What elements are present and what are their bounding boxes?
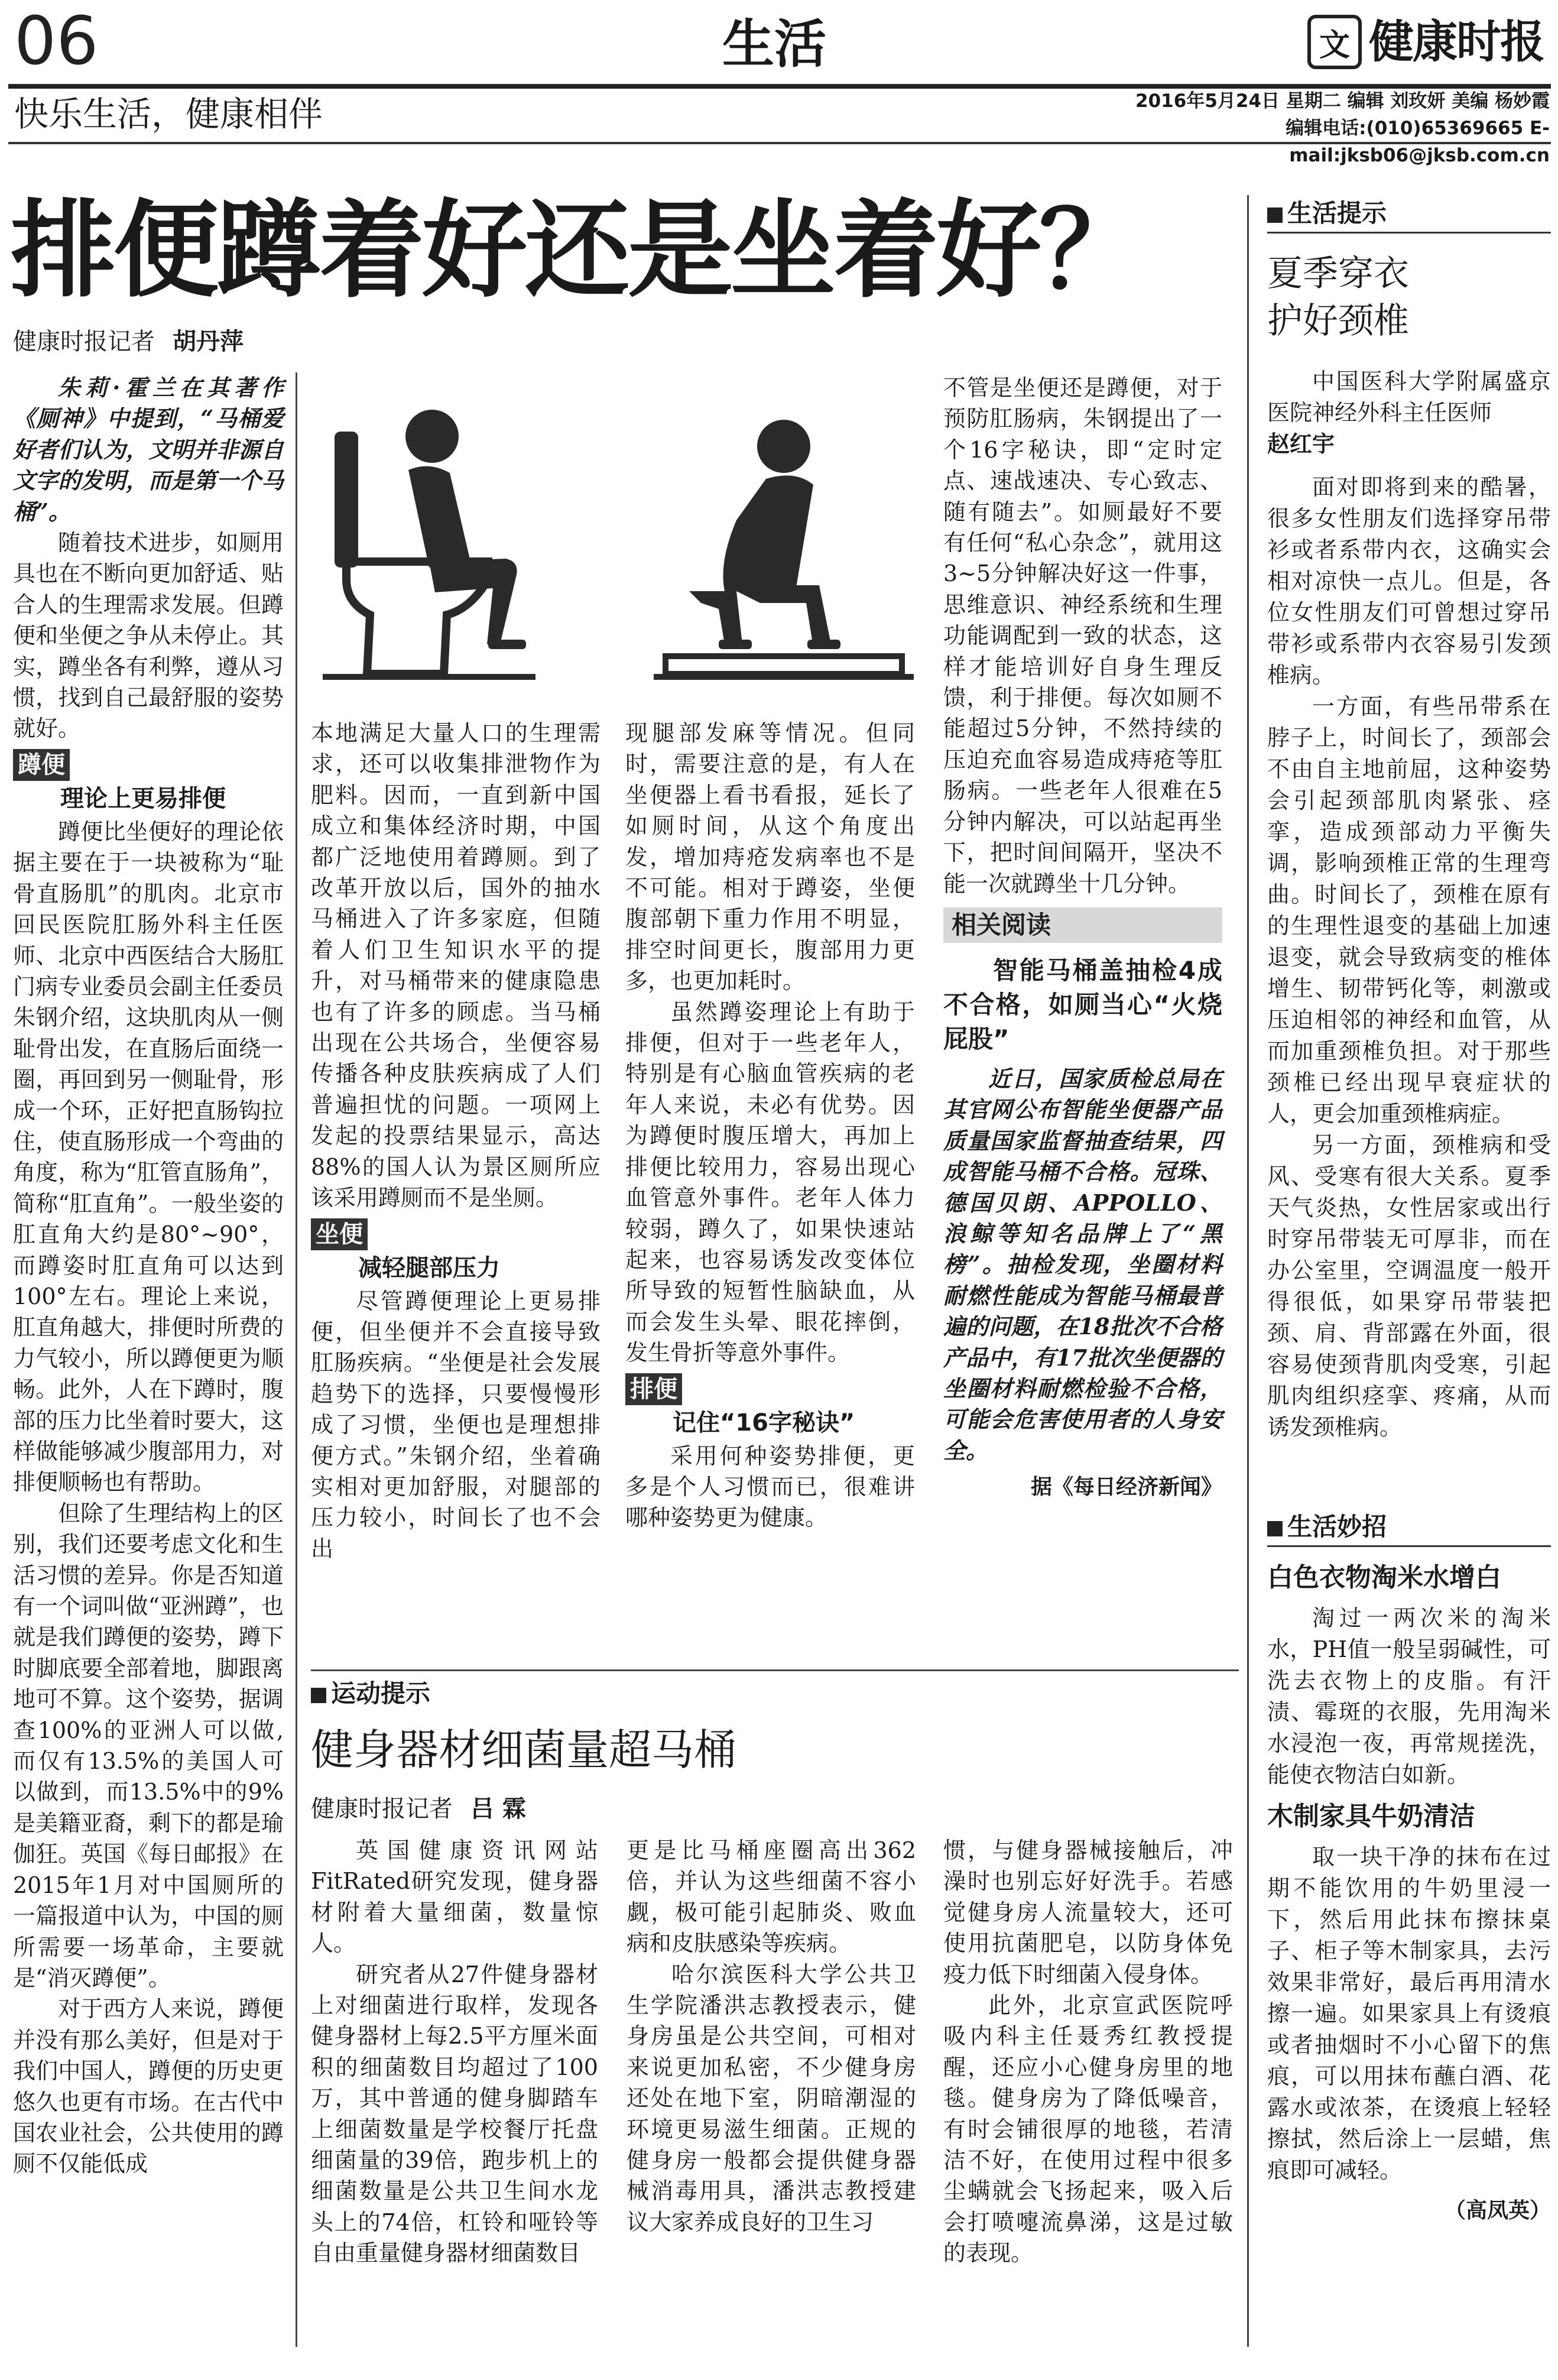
paragraph: 不管是坐便还是蹲便，对于预防肛肠病，朱钢提出了一个16字秘诀，即“定时定点、速战速决、专心致志、随有随去”。如厕最好不要有任何“私心杂念”，就用这3~5分钟解决好这一件事，思维意识、神经系统和生理功能调配到一致的状态，这样才能培训好自身生理反馈，利于排便。每次如厕不能超过5分钟，不然持续的压迫充血容易造成痔疮等肛肠病。一些老年人很难在5分钟内解决，可以站起再坐下，把时间间隔开，坚决不能一次就蹲坐十几分钟。 — [943, 375, 1222, 897]
sport-column-3 — [943, 1835, 1233, 2269]
paragraph: 哈尔滨医科大学公共卫生学院潘洪志教授表示，健身房虽是公共空间，可相对来说更加私密，不少健身房还处在地下室，阴暗潮湿的环境更易滋生细菌。正规的健身房一般都会提供健身器械消毒用具，潘洪志教授建议大家养成良好的卫生习 — [627, 1961, 916, 2235]
byline-label: 健康时报记者 — [13, 328, 155, 355]
byline-name: 吕 霖 — [470, 1795, 526, 1823]
main-column-1 — [13, 372, 284, 2180]
tips-section-label: 生活提示 — [1287, 199, 1387, 228]
paragraph: 但除了生理结构上的区别，我们还要考虑文化和生活习惯的差异。你是否知道有一个词叫做“亚洲蹲”，也就是我们蹲便的姿势，蹲下时脚底要全部着地，脚跟离地可不算。这个姿势，据调查100%的亚洲人可以做,而仅有13.5%的美国人可以做到，而13.5%中的9%是美籍亚裔，剩下的都是瑜伽狂。英国《每日邮报》在2015年1月对中国厕所的一篇报道中认为，中国的厕所需要一场革命，主要就是“消灭蹲便”。 — [13, 1500, 284, 1991]
sitting-toilet-icon — [323, 410, 535, 680]
toilet-posture-illustration — [311, 367, 926, 698]
sport-headline: 健身器材细菌量超马桶 — [311, 1725, 737, 1775]
paragraph: 现腿部发麻等情况。但同时，需要注意的是，有人在坐便器上看书看报，延长了如厕时间，从这个角度出发，增加痔疮发病率也不是不可能。相对于蹲姿，坐便腹部朝下重力作用不明显，排空时间更长，腹部用力更多，也更加耗时。 — [625, 720, 915, 994]
trick-author: （高凤英） — [1444, 2199, 1551, 2223]
main-column-4 — [943, 372, 1222, 1504]
subsection-tag: 蹲便 — [13, 749, 70, 781]
section-square-icon — [1267, 207, 1283, 223]
subsection-heading: 理论上更易排便 — [60, 784, 226, 812]
issue-info — [1070, 87, 1550, 169]
tricks-section-label: 生活妙招 — [1287, 1512, 1387, 1541]
main-headline: 排便蹲着好还是坐着好？ — [11, 188, 1142, 312]
trick-2-title: 木制家具牛奶清洁 — [1267, 1801, 1475, 1831]
paragraph: 一方面，有些吊带系在脖子上，时间长了，颈部会不由自主地前屈，这种姿势会引起颈部肌肉紧张、痉挛，造成颈部动力平衡失调，影响颈椎正常的生理弯曲。时间长了，颈椎在原有的生理性退变的基础上加速退变，就会导致病变的椎体增生、韧带钙化等，刺激或压迫相邻的神经和血管，从而加重颈椎负担。对于那些颈椎已经出现早衰症状的人，更会加重颈椎病症。 — [1267, 693, 1551, 1127]
byline-name: 胡丹萍 — [173, 328, 244, 355]
trick-1-body — [1267, 1603, 1551, 1791]
squatting-toilet-icon — [654, 420, 914, 680]
page-number: 06 — [14, 3, 99, 80]
tips-author: 赵红宇 — [1267, 431, 1335, 457]
tips-title-line-1: 夏季穿衣 — [1267, 253, 1409, 294]
tricks-block — [1267, 1509, 1551, 2227]
logo-name: 健康时报 — [1369, 15, 1544, 68]
paragraph: 本地满足大量人口的生理需求，还可以收集排泄物作为肥料。因而，一直到新中国成立和集体经济时期，中国都广泛地使用着蹲厕。到了改革开放以后，国外的抽水马桶进入了许多家庭，但随着人们卫生知识水平的提升，对马桶带来的健康隐患也有了许多的顾虑。当马桶出现在公共场合，坐便容易传播各种皮肤疾病成了人们普遍担忧的问题。一项网上发起的投票结果显示，高达88%的国人认为景区厕所应该采用蹲厕而不是坐厕。 — [311, 720, 601, 1211]
sport-section-header — [311, 1675, 547, 1712]
tricks-section-header — [1267, 1509, 1551, 1547]
paragraph: 对于西方人来说，蹲便并没有那么美好，但是对于我们中国人，蹲便的历史更悠久也更有市场。在古代中国农业社会，公共使用的蹲厕不仅能低成 — [13, 1996, 284, 2177]
main-column-2 — [311, 718, 601, 1564]
sport-column-2 — [627, 1835, 916, 2238]
subsection-tag: 坐便 — [311, 1218, 368, 1250]
sidebar-divider — [1247, 195, 1249, 2347]
section-title: 生活 — [722, 14, 827, 74]
paragraph: 取一块干净的抹布在过期不能饮用的牛奶里浸一下，然后用此抹布擦抹桌子、柜子等木制家具，去污效果非常好，最后再用清水擦一遍。如果家具上有烫痕或者抽烟时不小心留下的焦痕，可以用抹布蘸白酒、花露水或浓茶，在烫痕上轻轻擦拭，然后涂上一层蜡，焦痕即可减轻。 — [1267, 1844, 1551, 2183]
paragraph: 蹲便比坐便好的理论依据主要在于一块被称为“耻骨直肠肌”的肌肉。北京市回民医院肛肠外科主任医师、北京中西医结合大肠肛门病专业委员会副主任委员朱钢介绍，这块肌肉从一侧耻骨出发，在直肠后面绕一圈，再回到另一侧耻骨，形成一个环，正好把直肠钩拉住，使直肠形成一个弯曲的角度，称为“肛管直肠角”，简称“肛直角”。一般坐姿的肛直角大约是80°~90°，而蹲姿时肛直角可以达到100°左右。理论上来说，肛直角越大，排便时所费的力气较小，所以蹲便更为顺畅。此外，人在下蹲时，腹部的压力比坐着时要大，这样做能够减少腹部用力，对排便顺畅也有帮助。 — [13, 818, 284, 1496]
tips-title-line-2: 护好颈椎 — [1267, 300, 1409, 342]
subsection-heading: 减轻腿部压力 — [358, 1254, 500, 1282]
sidebar — [1267, 195, 1551, 1443]
sport-column-1 — [311, 1835, 598, 2269]
paragraph: 随着技术进步，如厕用具也在不断向更加舒适、贴合人的生理需求发展。但蹲便和坐便之争从未停止。其实，蹲坐各有利弊，遵从习惯，找到自己最舒服的姿势就好。 — [13, 530, 284, 742]
column-divider — [296, 372, 297, 2347]
tips-byline: 中国医科大学附属盛京医院神经外科主任医师 — [1267, 368, 1551, 426]
paragraph: 惯，与健身器械接触后，冲澡时也别忘好好洗手。若感觉健身房人流量较大，还可使用抗菌肥皂，以防身体免疫力低下时细菌入侵身体。 — [943, 1837, 1233, 1987]
issue-contact: 编辑电话:(010)65369665 E-mail:jksb06@jksb.com.cn — [1286, 118, 1550, 166]
masthead-underline — [8, 142, 1551, 144]
related-reading-header: 相关阅读 — [943, 907, 1222, 943]
article-lead: 朱莉·霍兰在其著作《厕神》中提到，“马桶爱好者们认为，文明并非源自文字的发明，而是第一个马桶”。 — [13, 374, 284, 525]
subsection-tag: 排便 — [625, 1373, 682, 1405]
paragraph: 更是比马桶座圈高出362倍，并认为这些细菌不容小觑，极可能引起肺炎、败血病和皮肤感染等疾病。 — [627, 1837, 916, 1957]
paragraph: 面对即将到来的酷暑，很多女性朋友们选择穿吊带衫或者系带内衣，这确实会相对凉快一点儿。但是，各位女性朋友们可曾想过穿吊带衫或系带内衣容易引发颈椎病。 — [1267, 474, 1551, 688]
paragraph: 此外，北京宣武医院呼吸内科主任聂秀红教授提醒，还应小心健身房里的地毯。健身房为了降低噪音，有时会铺很厚的地毯，若清洁不好，在使用过程中很多尘螨就会飞扬起来，吸入后会打喷嚏流鼻涕，这是过敏的表现。 — [943, 1992, 1233, 2266]
sport-section-label: 运动提示 — [331, 1679, 431, 1708]
section-square-icon — [311, 1688, 326, 1703]
page-slogan: 快乐生活，健康相伴 — [14, 94, 323, 134]
section-square-icon — [1267, 1521, 1283, 1536]
subsection-heading: 记住“16字秘诀” — [673, 1409, 855, 1437]
paragraph: 采用何种姿势排便，更多是个人习惯而已，很难讲哪种姿势更为健康。 — [625, 1442, 915, 1531]
related-reading-title: 智能马桶盖抽检4成不合格，如厕当心“火烧屁股” — [943, 955, 1222, 1053]
tips-section-header — [1267, 195, 1551, 234]
trick-1-title: 白色衣物淘米水增白 — [1267, 1562, 1501, 1593]
paragraph: 虽然蹲姿理论上有助于排便，但对于一些老年人，特别是有心脑血管疾病的老年人来说，未必有优势。因为蹲便时腹压增大，再加上排便比较用力，容易出现心血管意外事件。老年人体力较弱，蹲久了，如果快速站起来，也容易诱发改变体位所导致的短暂性脑缺血，从而会发生头晕、眼花摔倒，发生骨折等意外事件。 — [625, 998, 915, 1366]
main-column-3 — [625, 718, 915, 1533]
related-reading-source: 据《每日经济新闻》 — [1030, 1475, 1222, 1500]
paragraph: 淘过一两次米的淘米水，PH值一般呈弱碱性，可洗去衣物上的皮脂。有汗渍、霉斑的衣服，先用淘米水浸泡一夜，再常规搓洗，能使衣物洁白如新。 — [1267, 1605, 1551, 1788]
related-reading-body: 近日，国家质检总局在其官网公布智能坐便器产品质量国家监督抽查结果，四成智能马桶不合格。冠珠、德国贝朗、APPOLLO、浪鲸等知名品牌上了“黑榜”。抽检发现，坐圈材料耐燃性能成为智能马桶最普遍的问题，在18批次不合格产品中，有17批次坐便器的坐圈材料耐燃检验不合格，可能会危害使用者的人身安全。 — [943, 1065, 1222, 1464]
sport-byline — [311, 1791, 526, 1827]
tips-body — [1267, 366, 1551, 1443]
section-divider — [311, 1669, 1239, 1671]
paragraph: 研究者从27件健身器材上对细菌进行取样，发现各健身器材上每2.5平方厘米面积的细菌数目均超过了100万，其中普通的健身脚踏车上细菌数量是学校餐厅托盘细菌量的39倍，跑步机上的细菌数量是公共卫生间水龙头上的74倍，杠铃和哑铃等自由重量健身器材细菌数目 — [311, 1961, 598, 2266]
paragraph: 另一方面，颈椎病和受风、受寒有很大关系。夏季天气炎热，女性居家或出行时穿吊带装无可厚非，而在办公室里，空调温度一般开得很低，如果穿吊带装把颈、肩、背部露在外面，很容易使颈背肌肉受寒，引起肌肉组织痉挛、疼痛，从而诱发颈椎病。 — [1267, 1132, 1551, 1440]
trick-2-body — [1267, 1841, 1551, 2186]
newspaper-logo — [1307, 9, 1544, 74]
paragraph: 尽管蹲便理论上更易排便，但坐便并不会直接导致肛肠疾病。“坐便是社会发展趋势下的选择，只要慢慢形成了习惯，坐便也是理想排便方式。”朱钢介绍，坐着确实相对更加舒服，对腿部的压力较小，时间长了也不会出 — [311, 1288, 601, 1562]
byline-label: 健康时报记者 — [311, 1795, 453, 1823]
tips-title — [1267, 250, 1551, 345]
issue-date-editors: 2016年5月24日 星期二 编辑 刘玫妍 美编 杨妙霞 — [1135, 90, 1550, 112]
logo-seal-icon: 文 — [1307, 15, 1362, 69]
paragraph: 英国健康资讯网站FitRated研究发现，健身器材附着大量细菌，数量惊人。 — [311, 1837, 598, 1957]
main-byline — [13, 324, 244, 359]
